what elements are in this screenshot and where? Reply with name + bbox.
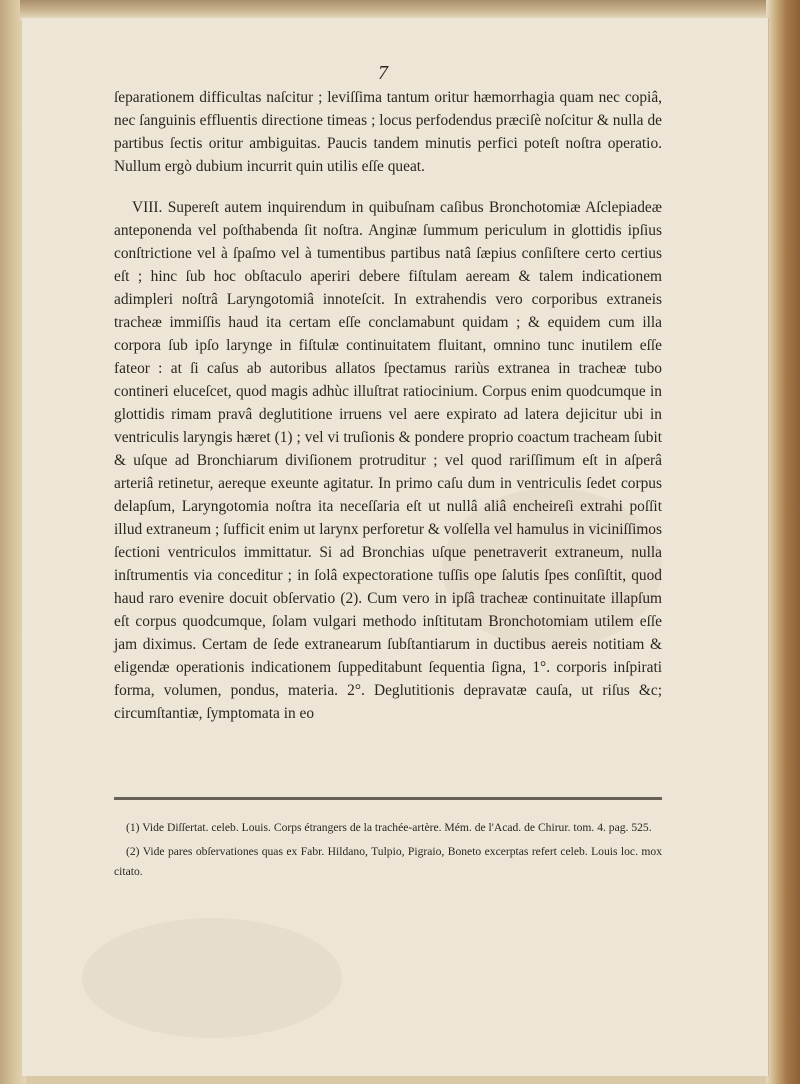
section-viii-paragraph: VIII. Supereſt autem inquirendum in quibuſnam caſibus Bronchotomiæ Aſclepiadeæ anteponenda vel poſthabenda ſit noſtra. Anginæ ſummum periculum in glottidis ipſius conſtrictione vel à ſpaſmo vel à tumentibus partibus natâ ſæpius conſiſtere certo certius eſt ; hinc ſub hoc obſtaculo aperiri debere fiſtulam aeream & talem indicationem adimpleri noſtrâ Laryngotomiâ innoteſcit. In extrahendis vero corporibus extraneis tracheæ immiſſis haud ita certam eſſe conclamabunt quidam ; & equidem cum illa corpora ſub ipſo larynge in fiſtulæ continuitatem fluitant, omnino tunc inutilem eſſe fateor : at ſi caſus ab autoribus allatos ſpectamus rariùs extranea in tracheæ tubo contineri eluceſcet, quod magis adhùc illuſtrat ratiocinium. Corpus enim quodcumque in glottidis rimam pravâ deglutitione irruens vel aere expirato ad latera dejicitur ubi in ventriculis laryngis hæret (1) ; vel vi truſionis & pondere proprio coactum tracheam ſubit & uſque ad Bronchiarum diviſionem protruditur ; vel quod rariſſimum eſt in aſperâ arteriâ retinetur, aereque exeunte agitatur. In primo caſu dum in ventriculis ſedet corpus delapſum, Laryngotomia noſtra ita neceſſaria eſt ut nullâ aliâ encheireſi extrahi poſſit illud extraneum ; ſufficit enim ut larynx perforetur & volſella vel hamulus in viciniſſimos ſectioni ventriculos immittatur. Si ad Bronchias uſque penetraverit extraneum, nulla inſtrumentis via conceditur ; in ſolâ expectoratione tuſſis ope ſalutis ſpes conſiſtit, quod haud raro evenire docuit obſervatio (2). Cum vero in ipſâ tracheæ continuitate illapſum eſt corpus quodcumque, ſolam vulgari methodo inſtitutam Bronchotomiam utilem eſſe jam diximus. Certam de ſede extranearum ſubſtantiarum in ductibus aereis notitiam & eligendæ operationis indicationem ſuppeditabunt ſequentia ſigna, 1°. corporis inſpirati forma, volumen, pondus, materia. 2°. Deglutitionis depravatæ cauſa, ut riſus &c; circumſtantiæ, ſymptomata in eo xyxy=(114,199,662,722)
top-page-edge xyxy=(20,0,790,20)
continuation-paragraph: ſeparationem difficultas naſcitur ; leviſſima tantum oritur hæmorrhagia quam nec copiâ, nec ſanguinis effluentis directione timeas ; locus perfodendus præciſè noſcitur & nulla de partibus ſectis oritur ambiguitas. Paucis tandem minutis perfici poteſt noſtra operatio. Nullum ergò dubium incurrit quin utilis eſſe queat. xyxy=(114,89,662,175)
paper-stain xyxy=(82,918,342,1038)
footnote-rule xyxy=(114,797,662,800)
right-page-edges xyxy=(766,0,800,1084)
footnotes xyxy=(114,818,662,886)
footnote-1: (1) Vide Diſſertat. celeb. Louis. Corps étrangers de la trachée-artère. Mém. de l'Acad. de Chirur. tom. 4. pag. 525. xyxy=(126,821,652,834)
main-text xyxy=(114,86,662,725)
page-number: 7 xyxy=(378,62,388,84)
footnote-2: (2) Vide pares obſervationes quas ex Fabr. Hildano, Tulpio, Pigraio, Boneto excerptas refert celeb. Louis loc. mox citato. xyxy=(114,845,662,878)
